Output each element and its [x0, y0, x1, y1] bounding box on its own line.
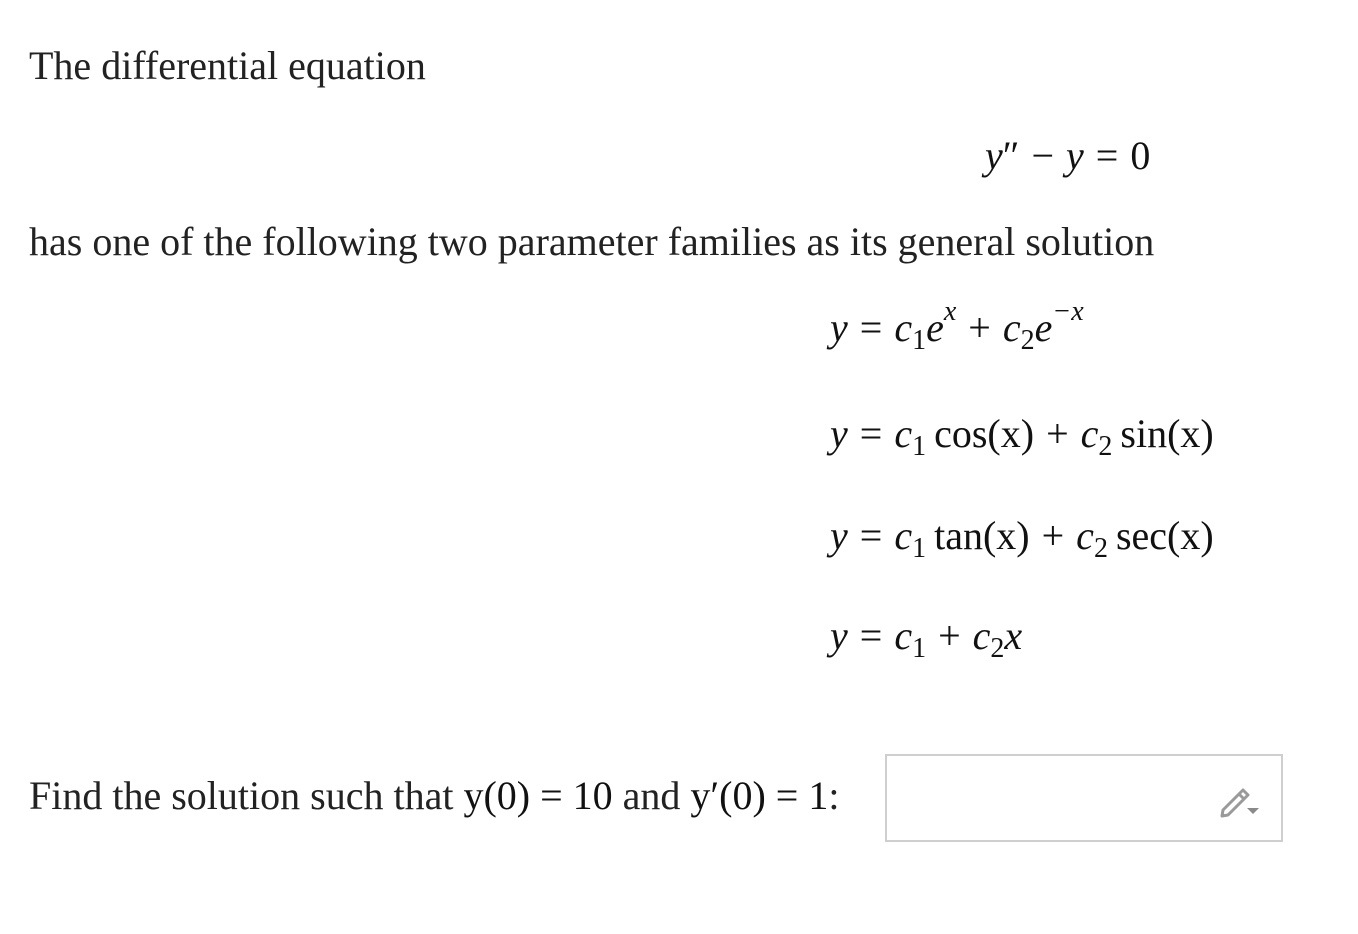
families-intro-text: has one of the following two parameter families as its general solution [29, 219, 1155, 264]
answer-box[interactable] [885, 754, 1283, 842]
differential-equation: y″ − y = 0 [985, 133, 1151, 178]
pencil-icon[interactable] [1217, 784, 1261, 818]
initial-condition-yprime: y′(0) = 1 [690, 773, 829, 818]
solution-family-trig-tan-sec: $y = c_1$ $\tan(x) + c_2$ sec(x) [830, 513, 1214, 564]
answer-input[interactable] [895, 764, 1219, 834]
initial-condition-y: y(0) = 10 [463, 773, 613, 818]
intro-text: The differential equation [29, 43, 426, 88]
solution-family-trig-cos-sin: $y = c_1$ $\cos(x) + c_2$ sin(x) [830, 411, 1214, 462]
question-prompt: Find the solution such that y(0) = 10 and y′(0) = 1: [29, 773, 840, 818]
solution-family-linear: $y = c_1 + c_2x$ [830, 613, 1023, 664]
solution-family-exponential: $y = c_1e^x + c_2e^{-x}$ [830, 296, 1084, 356]
